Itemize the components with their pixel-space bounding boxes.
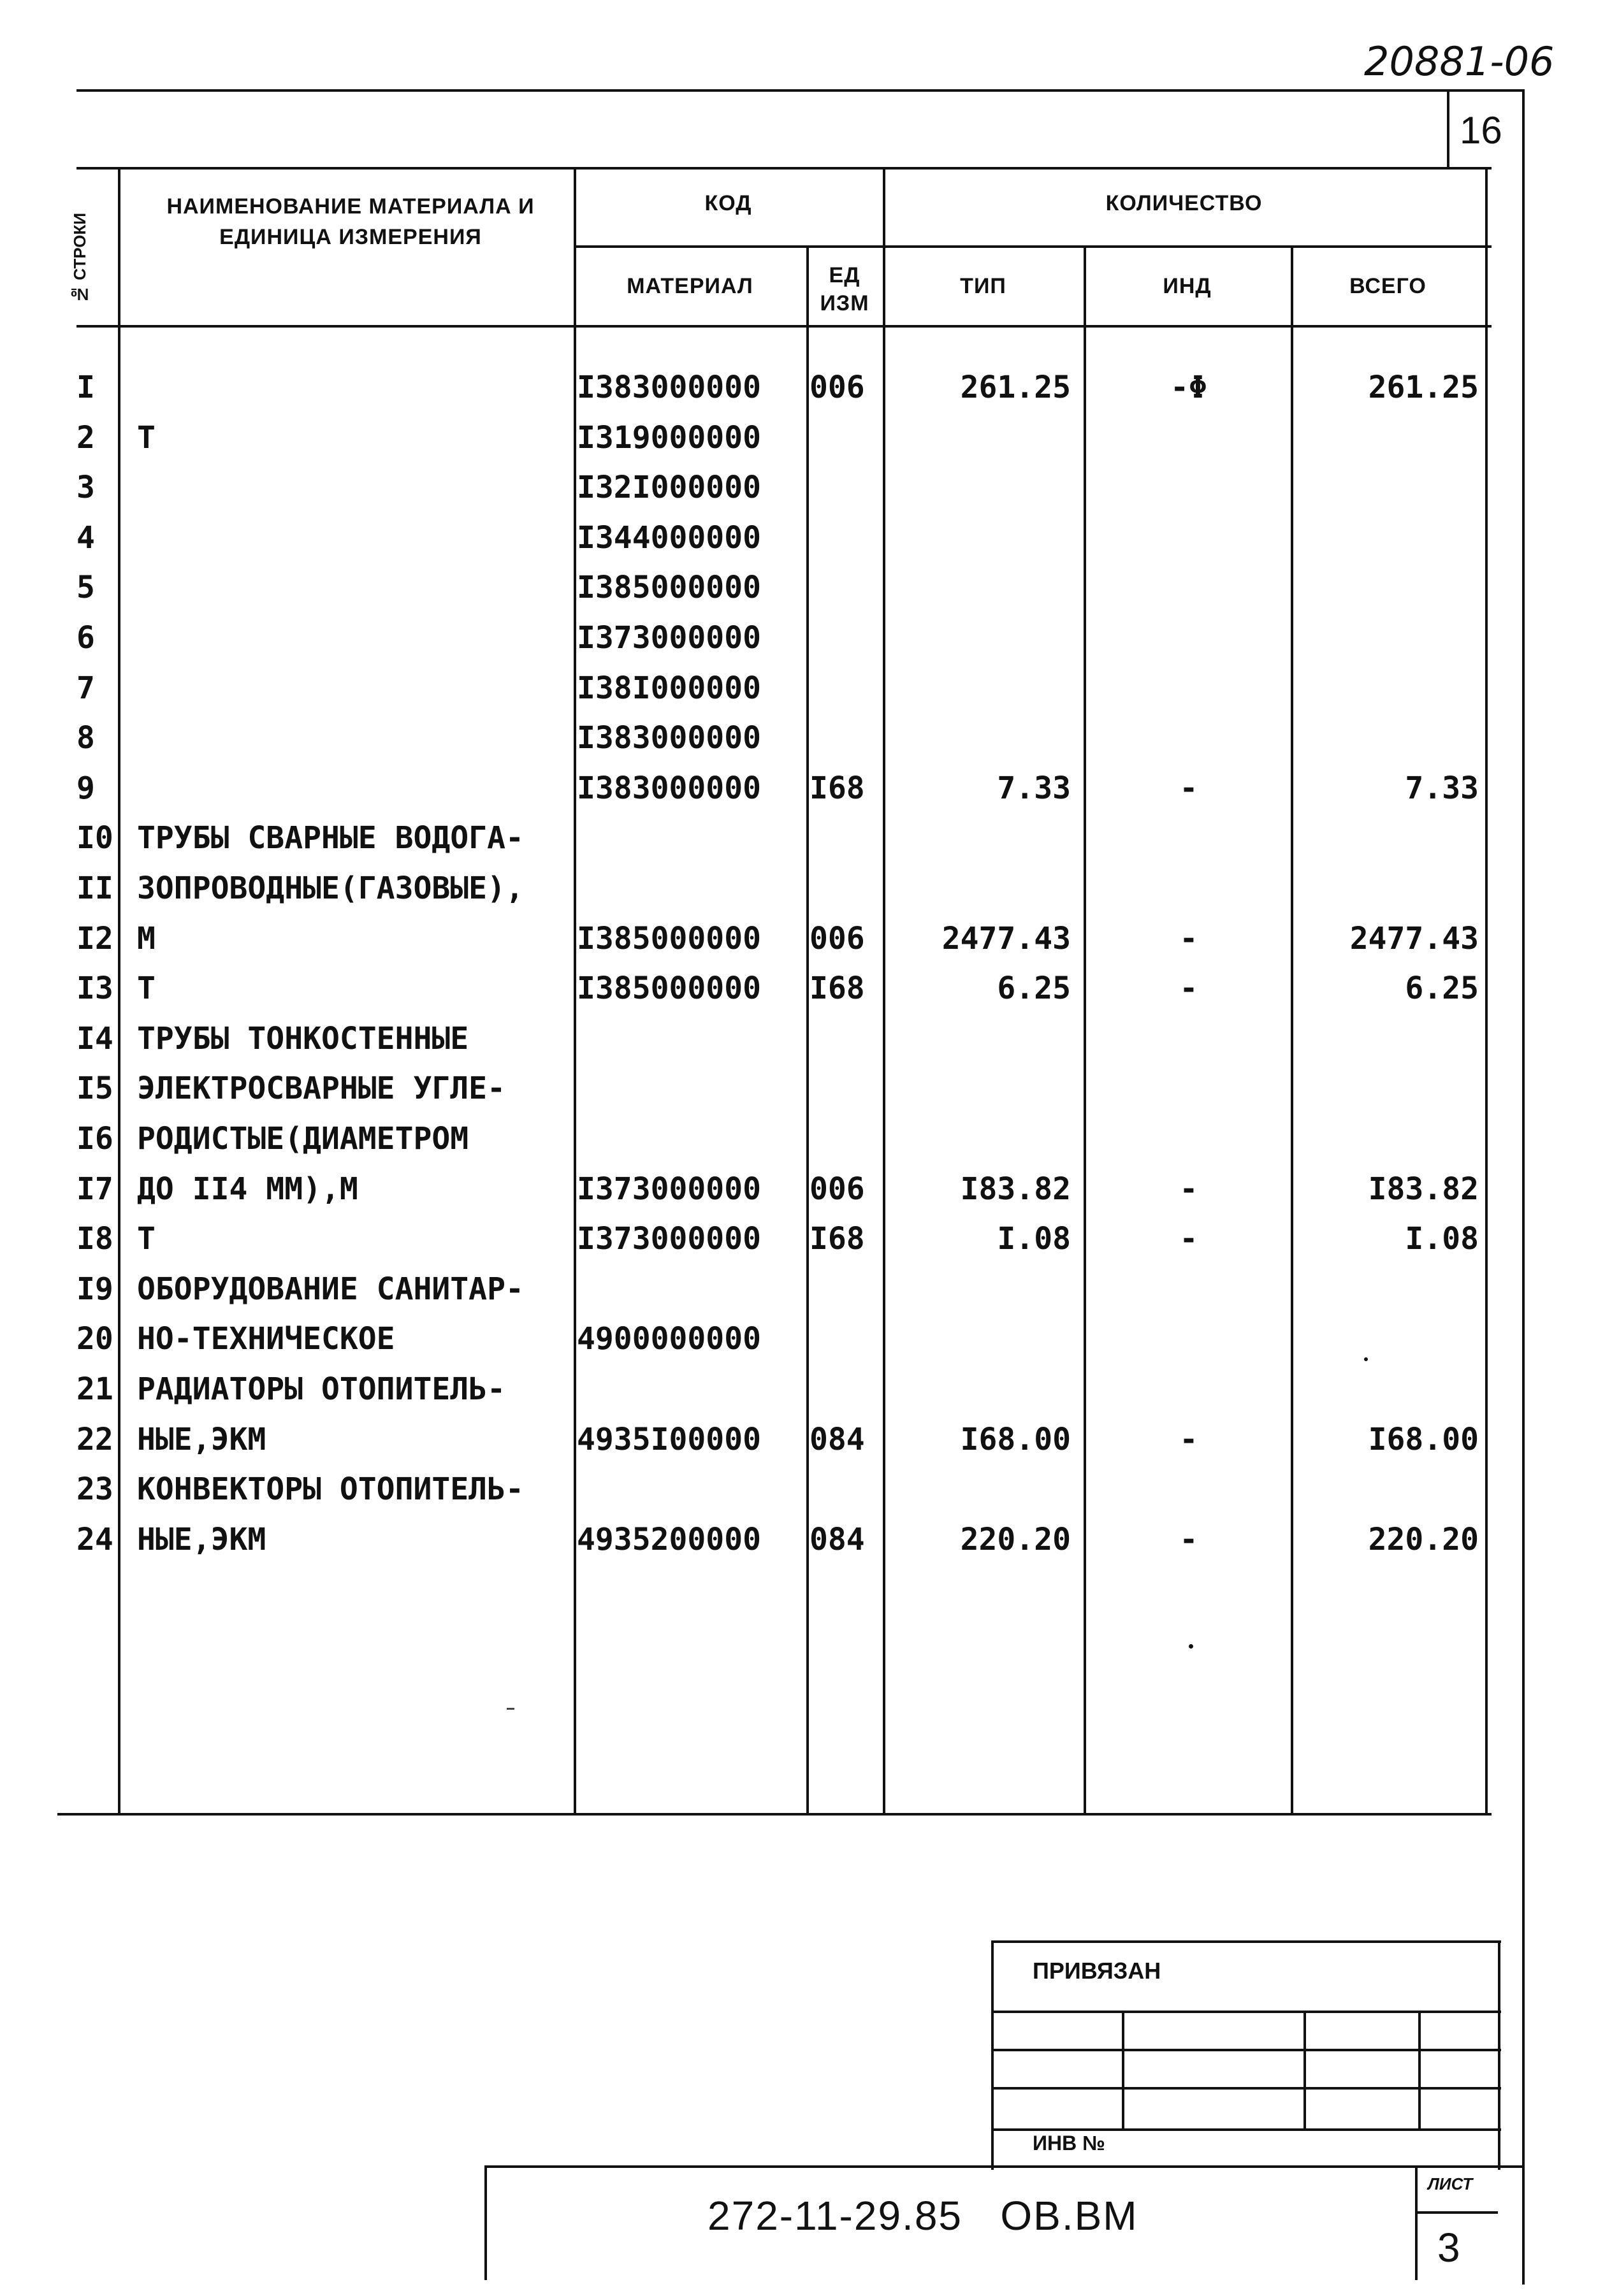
row-code: 4935I00000 [577,1421,761,1457]
row-ind: - [1179,770,1198,806]
col-line-tip [1084,245,1086,1814]
row-code: 4935200000 [577,1521,761,1557]
row-code: I385000000 [577,971,761,1007]
row-code: I383000000 [577,370,761,405]
row-tip: 7.33 [997,770,1071,806]
row-number: 7 [76,670,95,706]
row-number: 3 [76,470,95,506]
stamp-right-line [1498,1940,1500,2170]
title-block-list-divider [1415,2165,1418,2280]
col-line-material [806,245,809,1814]
col-line-name [574,167,576,1814]
row-number: I7 [76,1171,113,1207]
row-tip: 2477.43 [941,920,1071,957]
row-number: 23 [76,1471,113,1508]
document-number: 20881-06 [1364,38,1555,85]
row-ind: - [1179,1171,1198,1207]
header-row-number: № СТРОКИ [70,212,89,304]
right-border [1522,169,1525,2285]
row-name: НЫЕ,ЭКМ [137,1421,266,1457]
row-ind: - [1179,1521,1198,1557]
title-block-left [484,2165,487,2280]
row-number: 8 [76,720,95,756]
row-total: 6.25 [1405,971,1479,1007]
row-unit: 006 [810,1171,865,1207]
row-name: ОБОРУДОВАНИЕ САНИТАР- [137,1271,524,1307]
row-number: I4 [76,1020,113,1057]
row-number: I2 [76,920,113,957]
stray-mark [1364,1357,1368,1361]
row-name: ТРУБЫ ТОНКОСТЕННЫЕ [137,1020,469,1057]
row-number: 5 [76,570,95,606]
row-name: Т [137,1221,156,1257]
stray-mark [1189,1644,1193,1649]
row-number: I5 [76,1071,113,1107]
row-unit: 006 [810,370,865,405]
row-name: НО-ТЕХНИЧЕСКОЕ [137,1321,395,1357]
row-number: 9 [76,770,95,806]
row-unit: I68 [810,770,865,806]
row-total: I83.82 [1368,1171,1479,1207]
stamp-left-line [991,1940,994,2170]
row-ind: - [1179,1421,1198,1457]
row-name: КОНВЕКТОРЫ ОТОПИТЕЛЬ- [137,1471,524,1508]
row-number: 21 [76,1371,113,1407]
row-tip: 6.25 [997,971,1071,1007]
top-border [76,89,1523,92]
title-block-list-line [1415,2211,1498,2214]
row-total: I68.00 [1368,1421,1479,1457]
table-top-line [76,167,1492,170]
table-bottom-line [57,1813,1492,1816]
row-ind: -Φ [1170,370,1207,405]
row-name: Т [137,971,156,1007]
row-name: М [137,920,156,957]
row-number: 24 [76,1521,113,1557]
row-name: РОДИСТЫЕ(ДИАМЕТРОМ [137,1121,469,1157]
row-code: I385000000 [577,570,761,606]
row-total: I.08 [1405,1221,1479,1257]
page-box-right [1522,89,1525,169]
header-unit: ЕД ИЗМ [820,263,869,315]
row-tip: 261.25 [960,370,1071,405]
row-tip: 220.20 [960,1521,1071,1557]
row-number: 20 [76,1321,113,1357]
stamp-line-3 [991,2087,1501,2090]
header-material: МАТЕРИАЛ [627,274,753,298]
document-code: 272-11-29.85 ОВ.ВМ [708,2193,1138,2239]
row-name: ТРУБЫ СВАРНЫЕ ВОДОГА- [137,820,524,856]
header-mid-line [574,245,1492,248]
row-name: НЫЕ,ЭКМ [137,1521,266,1557]
header-ind: ИНД [1163,274,1212,298]
stamp-inv: ИНВ № [1033,2132,1105,2155]
row-number: 6 [76,620,95,656]
row-number: I8 [76,1221,113,1257]
row-code: I344000000 [577,519,761,556]
row-name: Т [137,419,156,456]
row-code: I319000000 [577,419,761,456]
stamp-line-1 [991,2011,1501,2013]
header-name: НАИМЕНОВАНИЕ МАТЕРИАЛА И ЕДИНИЦА ИЗМЕРЕНИЯ [166,194,535,249]
row-number: 22 [76,1421,113,1457]
header-total: ВСЕГО [1349,274,1427,298]
row-name: ЗОПРОВОДНЫЕ(ГАЗОВЫЕ), [137,870,524,906]
col-line-unit [883,167,885,1814]
row-total: 7.33 [1405,770,1479,806]
col-line-rownum [118,167,120,1814]
row-code: I373000000 [577,620,761,656]
row-total: 2477.43 [1349,920,1479,957]
row-name: ЭЛЕКТРОСВАРНЫЕ УГЛЕ- [137,1071,505,1107]
stray-mark [507,1708,514,1710]
row-code: I373000000 [577,1221,761,1257]
row-code: I383000000 [577,720,761,756]
row-code: 4900000000 [577,1321,761,1357]
row-number: II [76,870,113,906]
stamp-line-2 [991,2049,1501,2051]
row-number: I3 [76,971,113,1007]
stamp-col-3 [1418,2011,1421,2128]
row-number: I0 [76,820,113,856]
row-unit: I68 [810,1221,865,1257]
row-tip: I.08 [997,1221,1071,1257]
stamp-top-line [991,1940,1501,1943]
stamp-privyazan: ПРИВЯЗАН [1033,1958,1161,1984]
row-total: 261.25 [1368,370,1479,405]
row-unit: 006 [810,920,865,957]
header-quantity: КОЛИЧЕСТВО [1105,191,1263,215]
row-unit: 084 [810,1521,865,1557]
row-code: I385000000 [577,920,761,957]
col-line-ind [1291,245,1293,1814]
row-unit: 084 [810,1421,865,1457]
list-label: ЛИСТ [1428,2174,1473,2193]
stamp-line-4 [991,2128,1501,2131]
row-number: I [76,370,95,405]
row-number: 4 [76,519,95,556]
row-number: I6 [76,1121,113,1157]
row-name: ДО II4 ММ),М [137,1171,358,1207]
header-bottom-line [76,325,1492,328]
stamp-col-2 [1303,2011,1306,2128]
row-tip: I68.00 [960,1421,1071,1457]
row-number: I9 [76,1271,113,1307]
row-name: РАДИАТОРЫ ОТОПИТЕЛЬ- [137,1371,505,1407]
row-ind: - [1179,1221,1198,1257]
stamp-col-1 [1122,2011,1124,2128]
row-number: 2 [76,419,95,456]
row-unit: I68 [810,971,865,1007]
row-ind: - [1179,971,1198,1007]
row-ind: - [1179,920,1198,957]
row-tip: I83.82 [960,1171,1071,1207]
page-box-left [1447,89,1449,169]
row-code: I32I000000 [577,470,761,506]
header-tip: ТИП [960,274,1006,298]
page-number: 16 [1460,109,1502,152]
row-total: 220.20 [1368,1521,1479,1557]
row-code: I38I000000 [577,670,761,706]
row-code: I373000000 [577,1171,761,1207]
header-code: КОД [704,191,752,215]
list-number: 3 [1437,2225,1460,2271]
title-block-top [484,2165,1523,2168]
row-code: I383000000 [577,770,761,806]
col-line-total [1485,167,1488,1814]
